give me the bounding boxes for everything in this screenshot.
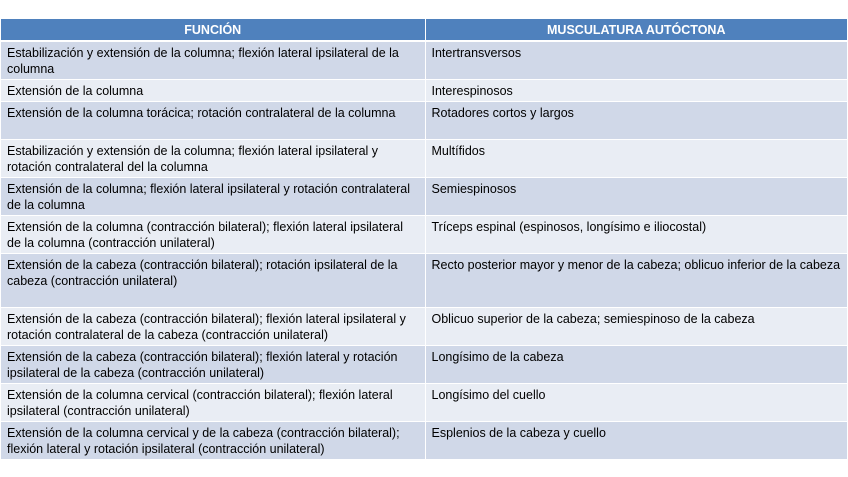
cell-funcion: Extensión de la cabeza (contracción bilateral); flexión lateral y rotación ipsilateral de la cabeza (contracción unilateral) <box>1 345 425 383</box>
cell-funcion: Estabilización y extensión de la columna; flexión lateral ipsilateral de la columna <box>1 41 425 79</box>
cell-funcion: Extensión de la columna cervical (contracción bilateral); flexión lateral ipsilateral (contracción unilateral) <box>1 383 425 421</box>
cell-musculatura: Esplenios de la cabeza y cuello <box>425 421 847 459</box>
cell-musculatura: Intertransversos <box>425 41 847 79</box>
cell-funcion: Extensión de la columna; flexión lateral ipsilateral y rotación contralateral de la columna <box>1 177 425 215</box>
cell-funcion: Extensión de la cabeza (contracción bilateral); rotación ipsilateral de la cabeza (contracción unilateral) <box>1 253 425 307</box>
muscle-function-table <box>1 19 847 460</box>
table-row <box>1 383 847 421</box>
table-row <box>1 41 847 79</box>
table-row <box>1 421 847 459</box>
cell-funcion: Estabilización y extensión de la columna; flexión lateral ipsilateral y rotación contralateral del la columna <box>1 139 425 177</box>
cell-funcion: Extensión de la columna <box>1 79 425 101</box>
cell-funcion: Extensión de la cabeza (contracción bilateral); flexión lateral ipsilateral y rotación contralateral de la cabeza (contracción unilateral) <box>1 307 425 345</box>
header-musculatura: MUSCULATURA AUTÓCTONA <box>425 19 847 41</box>
cell-funcion: Extensión de la columna cervical y de la cabeza (contracción bilateral); flexión lateral y rotación ipsilateral (contracción unilateral) <box>1 421 425 459</box>
table-row <box>1 139 847 177</box>
cell-musculatura: Interespinosos <box>425 79 847 101</box>
table-row <box>1 307 847 345</box>
cell-funcion: Extensión de la columna torácica; rotación contralateral de la columna <box>1 101 425 139</box>
table-row <box>1 79 847 101</box>
cell-musculatura: Longísimo del cuello <box>425 383 847 421</box>
table-row <box>1 253 847 307</box>
table-header-row <box>1 19 847 41</box>
cell-funcion: Extensión de la columna (contracción bilateral); flexión lateral ipsilateral de la columna (contracción unilateral) <box>1 215 425 253</box>
table-row <box>1 177 847 215</box>
cell-musculatura: Tríceps espinal (espinosos, longísimo e iliocostal) <box>425 215 847 253</box>
cell-musculatura: Rotadores cortos y largos <box>425 101 847 139</box>
table-row <box>1 101 847 139</box>
header-funcion: FUNCIÓN <box>1 19 425 41</box>
cell-musculatura: Oblicuo superior de la cabeza; semiespinoso de la cabeza <box>425 307 847 345</box>
table-row <box>1 345 847 383</box>
table-row <box>1 215 847 253</box>
cell-musculatura: Multífidos <box>425 139 847 177</box>
cell-musculatura: Longísimo de la cabeza <box>425 345 847 383</box>
cell-musculatura: Semiespinosos <box>425 177 847 215</box>
cell-musculatura: Recto posterior mayor y menor de la cabeza; oblicuo inferior de la cabeza <box>425 253 847 307</box>
